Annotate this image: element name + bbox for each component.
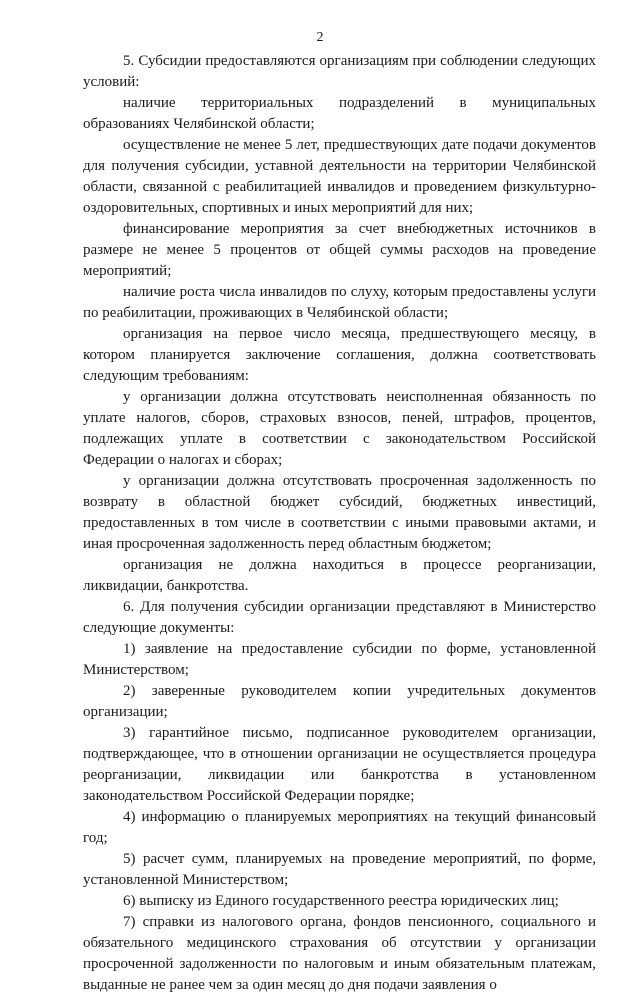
list-item-application: 1) заявление на предоставление субсидии по форме, установленной Министерством; [83,641,596,678]
paragraph-extrabudgetary-financing: финансирование мероприятия за счет внебюджетных источников в размере не менее 5 процентов от общей суммы расходов на проведение мероприятий; [83,221,596,279]
list-item-founding-documents: 2) заверенные руководителем копии учредительных документов организации; [83,683,596,720]
paragraph-territorial-units: наличие территориальных подразделений в муниципальных образованиях Челябинской области; [83,95,596,132]
list-item-guarantee-letter: 3) гарантийное письмо, подписанное руководителем организации, подтверждающее, что в отношении организации не осуществляется процедура реорганизации, ликвидации или банкротства в установленном законодательством Российской Федерации порядке; [83,725,596,804]
paragraph-statutory-activity: осуществление не менее 5 лет, предшествующих дате подачи документов для получения субсидии, уставной деятельности на территории Челябинской области, связанной с реабилитацией инвалидов и проведением физкультурно-оздоровительных, спортивных и иных мероприятий для них; [83,137,596,216]
paragraph-required-documents: 6. Для получения субсидии организации представляют в Министерство следующие документы: [83,599,596,636]
paragraph-growth-of-served: наличие роста числа инвалидов по слуху, которым предоставлены услуги по реабилитации, проживающих в Челябинской области; [83,284,596,321]
paragraph-no-reorganization: организация не должна находиться в процессе реорганизации, ликвидации, банкротства. [83,557,596,594]
page-number: 2 [316,30,324,45]
list-item-tax-certificates: 7) справки из налогового органа, фондов пенсионного, социального и обязательного медицинского страхования об отсутствии у организации просроченной задолженности по налоговым и иным обязательным платежам, выданные не ранее чем за один месяц до дня подачи заявления о [83,914,596,993]
document-body [83,51,596,996]
paragraph-subsidy-conditions: 5. Субсидии предоставляются организациям при соблюдении следующих условий: [83,53,596,90]
paragraph-organization-requirements: организация на первое число месяца, предшествующего месяцу, в котором планируется заключение соглашения, должна соответствовать следующим требованиям: [83,326,596,384]
list-item-planned-events: 4) информацию о планируемых мероприятиях на текущий финансовый год; [83,809,596,846]
list-item-cost-calculation: 5) расчет сумм, планируемых на проведение мероприятий, по форме, установленной Министерством; [83,851,596,888]
list-item-registry-extract: 6) выписку из Единого государственного реестра юридических лиц; [123,893,559,909]
paragraph-no-overdue-debt: у организации должна отсутствовать просроченная задолженность по возврату в областной бюджет субсидий, бюджетных инвестиций, предоставленных в том числе в соответствии с иными правовыми актами, и иная просроченная задолженность перед областным бюджетом; [83,473,596,552]
paragraph-no-tax-obligations: у организации должна отсутствовать неисполненная обязанность по уплате налогов, сборов, страховых взносов, пеней, штрафов, процентов, подлежащих уплате в соответствии с законодательством Российской Федерации о налогах и сборах; [83,389,596,468]
